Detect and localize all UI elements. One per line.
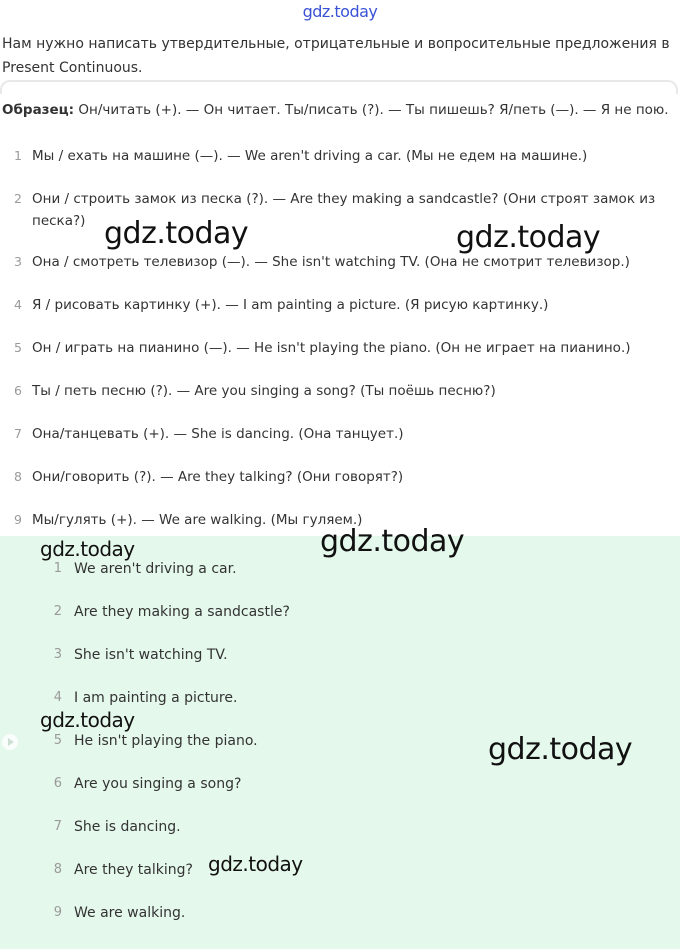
row-number: 5 (14, 340, 22, 355)
row-text: Он / играть на пианино (—). — He isn't playing the piano. (Он не играет на пианино.) (32, 340, 631, 356)
answer-text: Are they talking? (74, 862, 193, 878)
answer-number: 8 (53, 862, 62, 877)
watermark: gdz.today (456, 220, 601, 255)
answer-number: 6 (53, 776, 62, 791)
row-text: Мы / ехать на машине (—). — We aren't driving a car. (Мы не едем на машине.) (32, 148, 588, 164)
answer-text: She is dancing. (74, 819, 181, 835)
row-text: Они / строить замок из песка (?). — Are they making a sandcastle? (Они строят замок из песка?) (32, 191, 656, 229)
watermark: gdz.today (208, 852, 303, 876)
row-text: Они/говорить (?). — Are they talking? (Они говорят?) (32, 469, 404, 485)
row-number: 6 (14, 383, 22, 398)
answer-number: 7 (53, 819, 62, 834)
row-number: 4 (14, 297, 22, 312)
answer-text: Are they making a sandcastle? (74, 604, 290, 620)
divider (0, 80, 678, 94)
example-label: Образец: (2, 102, 75, 118)
watermark: gdz.today (40, 537, 135, 561)
answer-number: 9 (53, 905, 62, 920)
row-number: 3 (14, 254, 22, 269)
row-number: 9 (14, 512, 22, 527)
answer-text: She isn't watching TV. (74, 647, 228, 663)
row-number: 1 (14, 148, 22, 163)
watermark: gdz.today (320, 524, 465, 559)
answer-text: Are you singing a song? (74, 776, 242, 792)
example-line (2, 100, 678, 120)
play-icon[interactable] (2, 734, 18, 750)
row-number: 8 (14, 469, 22, 484)
watermark: gdz.today (40, 708, 135, 732)
intro-text: Нам нужно написать утвердительные, отрицательные и вопросительные предложения в Present Continuous. (2, 36, 670, 76)
answer-text: We are walking. (74, 905, 186, 921)
answer-text: I am painting a picture. (74, 690, 238, 706)
row-text: Мы/гулять (+). — We are walking. (Мы гуляем.) (32, 512, 363, 528)
answer-number: 5 (53, 733, 62, 748)
watermark: gdz.today (104, 216, 249, 251)
answer-number: 3 (53, 647, 62, 662)
row-text: Она / смотреть телевизор (—). — She isn't watching TV. (Она не смотрит телевизор.) (32, 254, 630, 270)
answer-number: 2 (53, 604, 62, 619)
row-number: 2 (14, 191, 22, 206)
row-text: Она/танцевать (+). — She is dancing. (Она танцует.) (32, 426, 404, 442)
answer-text: We aren't driving a car. (74, 561, 237, 577)
row-text: Ты / петь песню (?). — Are you singing a song? (Ты поёшь песню?) (32, 383, 496, 399)
answer-text: He isn't playing the piano. (74, 733, 258, 749)
row-text: Я / рисовать картинку (+). — I am painting a picture. (Я рисую картинку.) (32, 297, 549, 313)
row-number: 7 (14, 426, 22, 441)
answer-number: 4 (53, 690, 62, 705)
watermark: gdz.today (488, 732, 633, 767)
answer-number: 1 (53, 561, 62, 576)
site-logo[interactable]: gdz.today (302, 2, 378, 21)
example-text: Он/читать (+). — Он читает. Ты/писать (?). — Ты пишешь? Я/петь (—). — Я не пою. (74, 102, 669, 118)
